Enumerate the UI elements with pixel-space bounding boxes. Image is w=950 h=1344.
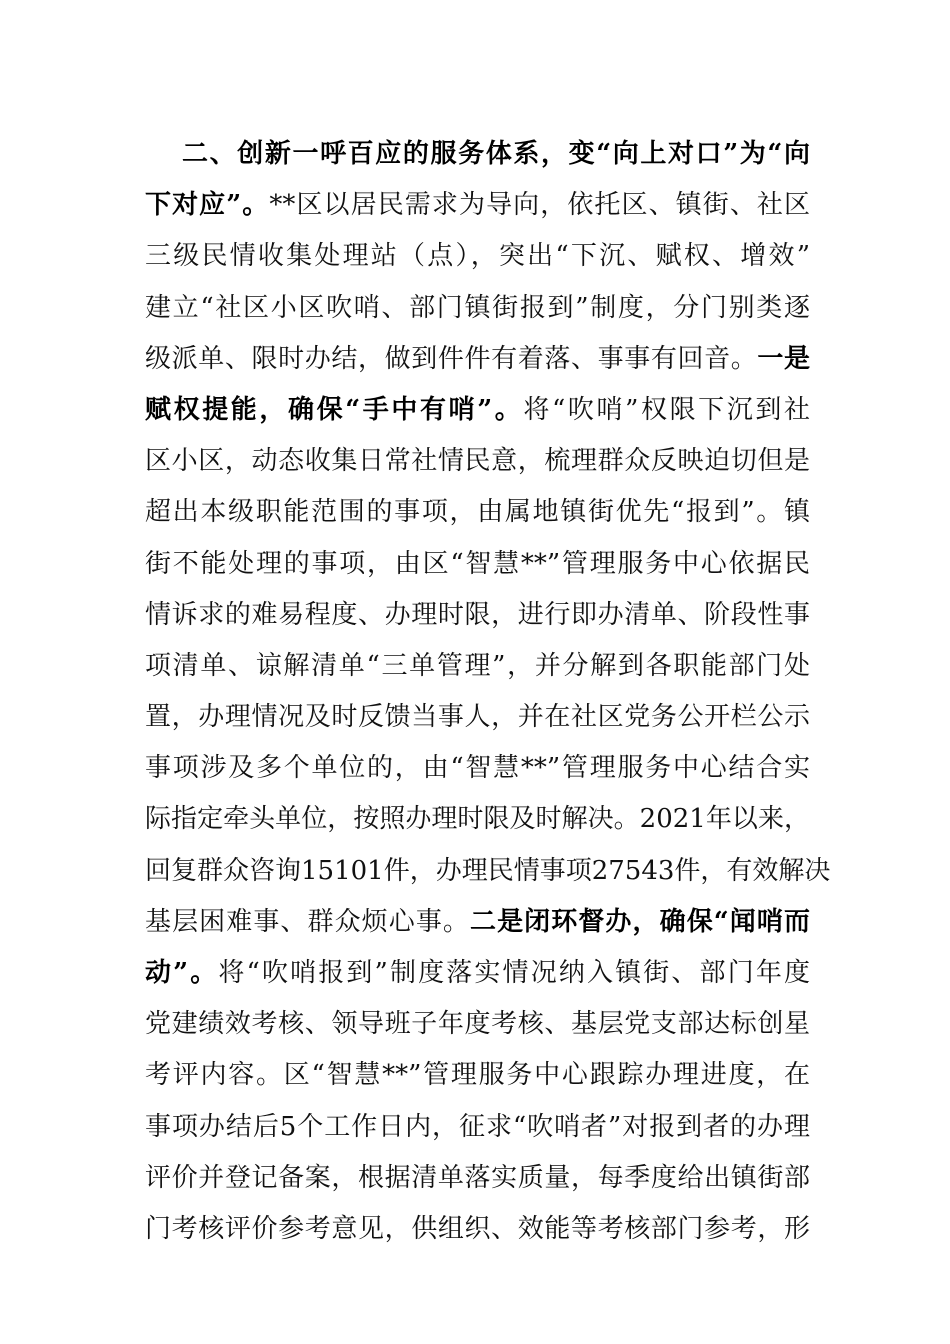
text-run: 际指定牵头单位，按照办理时限及时解决。2021年以来，: [145, 804, 810, 835]
text-run: 超出本级职能范围的事项，由属地镇街优先“报到”。镇: [145, 497, 810, 528]
bold-text-run: 二是闭环督办，确保“闻哨而: [470, 906, 810, 937]
text-run: 级派单、限时办结，做到件件有着落、事事有回音。: [145, 343, 758, 374]
text-line: [145, 283, 810, 334]
bold-text-run: 动”。: [145, 958, 219, 988]
text-line: [145, 334, 810, 385]
text-run: 置，办理情况及时反馈当事人，并在社区党务公开栏公示: [145, 702, 810, 733]
text-run: 党建绩效考核、领导班子年度考核、基层党支部达标创星: [145, 1009, 810, 1040]
text-run: 三级民情收集处理站（点），突出“下沉、赋权、增效”: [145, 241, 810, 272]
text-line: [145, 539, 810, 590]
text-line: [145, 999, 810, 1050]
bold-text-run: 一是: [757, 343, 810, 374]
text-line: [145, 692, 810, 743]
text-line: [145, 1050, 810, 1101]
text-line: [145, 590, 810, 641]
bold-text-run: 赋权提能，确保“手中有哨”。: [145, 394, 524, 425]
text-run: 项清单、谅解清单“三单管理”，并分解到各职能部门处: [145, 650, 810, 681]
text-run: 回复群众咨询15101件，办理民情事项27543件，有效解决: [145, 855, 831, 886]
text-line: [145, 129, 810, 180]
text-line: [145, 846, 831, 897]
text-run: 街不能处理的事项，由区“智慧**”管理服务中心依据民: [145, 548, 810, 579]
text-line: [145, 743, 810, 794]
text-line: [145, 1102, 810, 1153]
text-run: 情诉求的难易程度、办理时限，进行即办清单、阶段性事: [145, 599, 810, 630]
text-run: 将“吹哨报到”制度落实情况纳入镇街、部门年度: [218, 958, 810, 988]
text-line: [145, 897, 810, 948]
text-line: [145, 231, 810, 282]
text-line: [145, 180, 810, 231]
text-line: [145, 487, 810, 538]
text-line: [145, 436, 810, 487]
text-line: [145, 794, 810, 845]
text-run: 基层困难事、群众烦心事。: [145, 906, 471, 937]
text-run: 将“吹哨”权限下沉到社: [523, 394, 810, 425]
text-line: [145, 385, 810, 436]
text-run: 事项涉及多个单位的，由“智慧**”管理服务中心结合实: [145, 753, 810, 784]
text-line: [145, 1153, 810, 1204]
text-line: [145, 948, 810, 999]
bold-text-run: 二、创新一呼百应的服务体系，变“向上对口”为“向: [182, 139, 810, 169]
text-run: 事项办结后5个工作日内，征求“吹哨者”对报到者的办理: [145, 1111, 810, 1142]
text-run: 考评内容。区“智慧**”管理服务中心跟踪办理进度，在: [145, 1060, 810, 1091]
text-run: 门考核评价参考意见，供组织、效能等考核部门参考，形: [145, 1213, 810, 1244]
text-line: [145, 1204, 810, 1255]
text-run: **区以居民需求为导向，依托区、镇街、社区: [269, 190, 810, 221]
text-run: 区小区，动态收集日常社情民意，梳理群众反映迫切但是: [145, 446, 810, 477]
body-paragraph: [145, 129, 831, 1255]
bold-text-run: 下对应”。: [145, 190, 270, 221]
text-run: 评价并登记备案，根据清单落实质量，每季度给出镇街部: [145, 1162, 810, 1193]
text-run: 建立“社区小区吹哨、部门镇街报到”制度，分门别类逐: [145, 292, 810, 323]
text-line: [145, 641, 810, 692]
